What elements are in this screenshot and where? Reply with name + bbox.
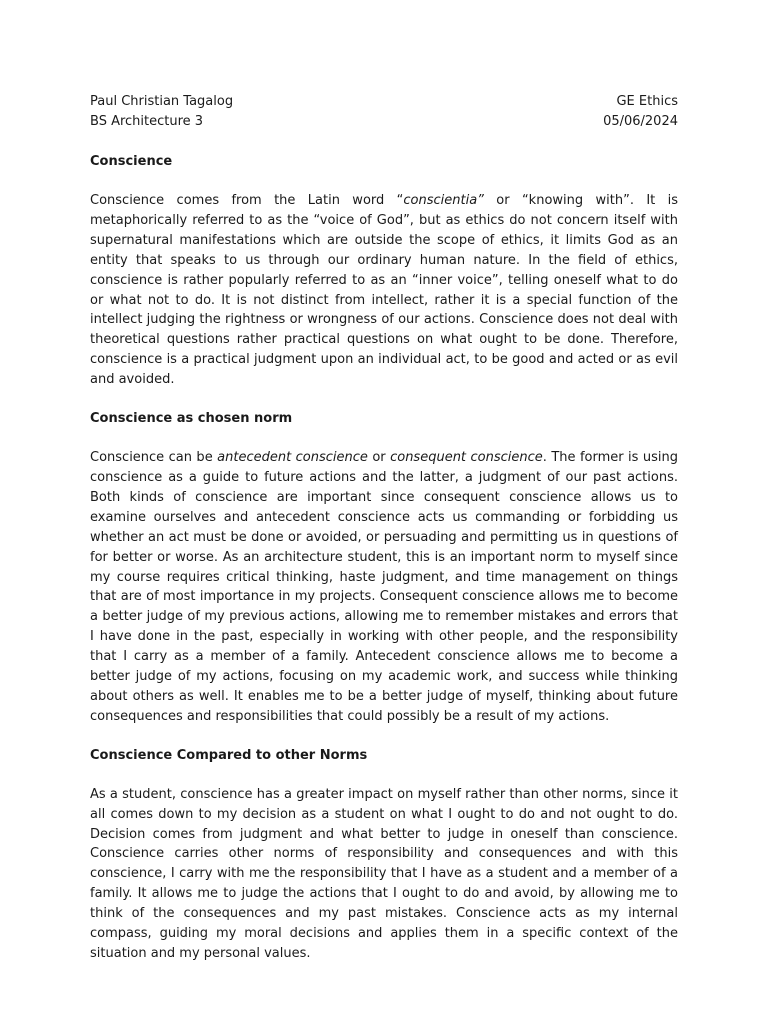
text-run: or “knowing with”. It is metaphorically referred to as the “voice of God”, but as ethics do not concern itself with supernatural manifestations which are outside the scope of ethics, it limits God as an entity that speaks to us through our ordinary human nature. In the field of ethics, conscience is rather popularly referred to as an “inner voice”, telling oneself what to do or what not to do. It is not distinct from intellect, rather it is a special function of the intellect judging the rightness or wrongness of our actions. Conscience does not deal with theoretical questions rather practical questions on what ought to be done. Therefore, conscience is a practical judgment upon an individual act, to be good and acted or as evil and avoided.: [90, 193, 679, 388]
header-left: [90, 92, 233, 132]
paragraph-compared-norms: [90, 785, 678, 964]
paragraph-chosen-norm: [90, 448, 678, 727]
text-run: . The former is using conscience as a guide to future actions and the latter, a judgment of our past actions. Both kinds of conscience are important since consequent conscience allows us to examine ourselves and antecedent conscience acts us commanding or forbidding us whether an act must be done or avoided, or persuading and permitting us in questions of for better or worse. As an architecture student, this is an important norm to myself since my course requires critical thinking, haste judgment, and time management on things that are of most importance in my projects. Consequent conscience allows me to become a better judge of my previous actions, allowing me to remember mistakes and errors that I have done in the past, especially in working with other people, and the responsibility that I carry as a member of a family. Antecedent conscience allows me to become a better judge of my actions, focusing on my academic work, and success while thinking about others as well. It enables me to be a better judge of myself, thinking about future consequences and responsibilities that could possibly be a result of my actions.: [90, 450, 679, 724]
document-page: [90, 92, 678, 964]
italic-term-consequent: consequent conscience: [390, 450, 543, 466]
paragraph-conscience: [90, 191, 678, 390]
section-heading-conscience: Conscience: [90, 154, 173, 169]
program-year: BS Architecture 3: [90, 114, 204, 129]
section-heading-chosen-norm: Conscience as chosen norm: [90, 411, 293, 427]
text-run: Conscience can be: [90, 450, 218, 466]
italic-term-antecedent: antecedent conscience: [217, 450, 368, 466]
course-name: GE Ethics: [616, 94, 678, 109]
document-date: 05/06/2024: [603, 114, 678, 129]
section-heading-compared-norms: Conscience Compared to other Norms: [90, 747, 368, 763]
document-header: [90, 92, 678, 132]
text-run: As a student, conscience has a greater impact on myself rather than other norms, since it all comes down to my decision as a student on what I ought to do and not ought to do. Decision comes from judgment and what better to judge in oneself than conscience. Conscience carries other norms of responsibility and consequences and with this conscience, I carry with me the responsibility that I have as a student and a member of a family. It allows me to judge the actions that I ought to do and avoid, by allowing me to think of the consequences and my past mistakes. Conscience acts as my internal compass, guiding my moral decisions and applies them in a specific context of the situation and my personal values.: [90, 786, 678, 961]
italic-term-conscientia: conscientia”: [403, 193, 484, 208]
author-name: Paul Christian Tagalog: [90, 94, 234, 109]
text-run: Conscience comes from the Latin word “: [90, 193, 404, 208]
text-run: or: [367, 450, 391, 466]
header-right: [603, 92, 678, 132]
